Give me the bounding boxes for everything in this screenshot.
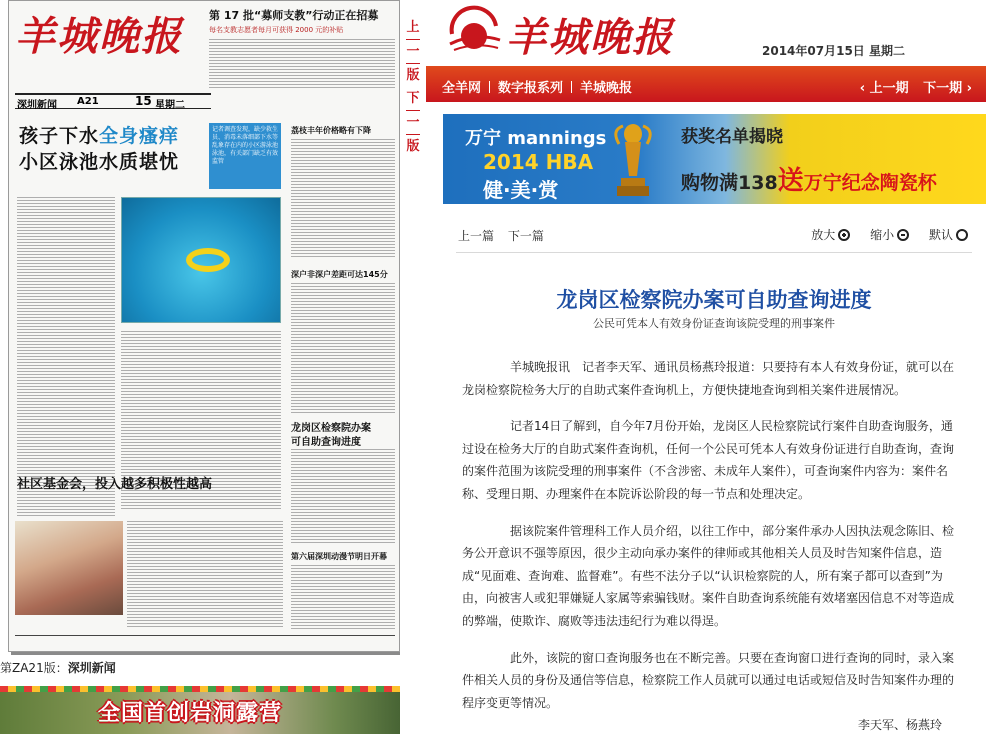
article-author: 李天军、杨燕玲	[858, 718, 943, 732]
thumb-side-headline-3b[interactable]: 可自助查询进度	[291, 437, 361, 448]
thumb-blue-box: 记者调查发现，缺少救生员、消毒未落细部下水等乱象存在内的小区游泳池泳池，有关部门缺乏有效监管	[209, 123, 281, 189]
next-page-char: 一	[406, 115, 420, 130]
zoom-in-button[interactable]	[811, 226, 850, 243]
thumb-text-block	[127, 521, 283, 629]
next-issue-link[interactable]: 下一期 ›	[923, 81, 972, 96]
thumb-weekday: 星期二	[155, 100, 185, 111]
nav-item-yangcheng[interactable]: 羊城晚报	[580, 81, 633, 96]
ad-buy-text	[681, 160, 937, 197]
divider	[406, 110, 420, 111]
thumb-text-block	[291, 565, 395, 629]
main-navbar	[426, 66, 986, 102]
article-paragraph: 羊城晚报讯 记者李天军、通讯员杨燕玲报道：只要持有本人有效身份证，就可以在龙岗检察院检务大厅的自助式案件查询机上，方便快捷地查询到相关案件进展情况。	[462, 360, 955, 397]
bottom-ad-banner[interactable]	[0, 686, 418, 734]
prev-page-char: 一	[406, 44, 420, 59]
page-nav	[403, 18, 423, 158]
bottom-ad-text: 全国首创岩洞露营	[98, 701, 283, 726]
thumb-community-photo	[15, 521, 123, 615]
thumb-text-block	[209, 39, 395, 89]
ad-brand: 万宁 mannings	[465, 128, 607, 149]
page-caption	[0, 659, 116, 676]
thumb-section-bar	[15, 93, 211, 109]
nav-item-digital-series[interactable]: 数字报系列	[498, 81, 564, 96]
zoom-out-label: 缩小	[870, 228, 895, 242]
article-title: 龙岗区检察院办案可自助查询进度	[556, 288, 872, 312]
thumb-side-headline-1[interactable]: 荔枝丰年价格略有下降	[291, 126, 371, 135]
thumb-day-no: 15	[135, 94, 152, 108]
site-header	[426, 0, 986, 64]
article-paragraph: 此外，该院的窗口查询服务也在不断完善。只要在查询窗口进行查询的同时，录入案件相关人员的身份及通信等信息，检察院工作人员就可以通过电话或短信及时告知案件办理的程序变更等情况。	[462, 650, 955, 710]
zoom-out-icon	[897, 229, 909, 241]
divider	[456, 252, 972, 253]
article-subtitle: 公民可凭本人有效身份证查询该院受理的刑事案件	[593, 317, 835, 330]
zoom-default-label: 默认	[928, 228, 953, 242]
zoom-controls	[795, 226, 968, 243]
issue-date: 2014年07月15日 星期二	[762, 44, 905, 58]
ad-buy-send: 送	[777, 166, 804, 196]
prev-page-char: 版	[406, 68, 420, 83]
ad-beauty: 健·美·赏	[483, 178, 559, 202]
sun-logo-icon	[446, 4, 502, 56]
next-page-char: 版	[406, 139, 420, 154]
nav-divider	[489, 81, 490, 93]
site-logo[interactable]	[446, 0, 686, 60]
site-logo-text: 羊城晚报	[506, 14, 674, 61]
thumb-lead-plain: 孩子下水	[19, 125, 100, 147]
thumb-swim-ring	[186, 248, 230, 272]
thumb-page-no: A21	[77, 96, 99, 107]
next-page-char: 下	[406, 91, 420, 106]
zoom-in-icon	[838, 229, 850, 241]
thumb-lead-headline[interactable]	[19, 121, 179, 148]
thumb-footer-line	[15, 635, 395, 645]
mannings-ad-banner[interactable]	[443, 114, 986, 204]
ad-hba: 2014 HBA	[483, 150, 594, 174]
thumb-text-block	[291, 449, 395, 545]
article-toolbar	[456, 224, 972, 248]
caption-section: 深圳新闻	[67, 661, 116, 675]
thumb-side-headline-2[interactable]: 深户非深户差距可达145分	[291, 270, 388, 279]
thumb-side-headline-3a[interactable]: 龙岗区检察院办案	[291, 423, 371, 434]
newspaper-page-thumbnail[interactable]	[8, 0, 400, 652]
thumb-lead-blue: 全身瘙痒	[99, 125, 180, 147]
ad-prize-text: 获奖名单揭晓	[681, 127, 783, 147]
thumb-top-headline[interactable]: 第 17 批“募师支教”行动正在招募	[209, 9, 379, 22]
article-body	[462, 356, 960, 728]
next-page-link[interactable]	[403, 89, 423, 156]
thumb-side-headline-4[interactable]: 第六届深圳动漫节明日开幕	[291, 552, 387, 561]
nav-item-quanyangwang[interactable]: 全羊网	[442, 81, 482, 96]
next-article-link[interactable]: 下一篇	[507, 229, 544, 243]
thumb-text-block	[291, 283, 395, 413]
nav-divider	[571, 81, 572, 93]
thumb-masthead: 羊城晚报	[15, 13, 183, 60]
prev-page-char: 上	[406, 20, 420, 35]
thumb-community-headline[interactable]: 社区基金会，投入越多积极性越高	[17, 477, 213, 492]
article-paragraph: 据该院案件管理科工作人员介绍，以往工作中，部分案件承办人因执法观念陈旧、检务公开意识不强等原因，很少主动向承办案件的律师或其他相关人员及时告知案件信息，造成“见面难、查询难、监督难”。有些不法分子以“认识检察院的人，所有案子都可以查到”为由，向被害人或犯罪嫌疑人家属等索骗钱财。案件自助查询系统能有效堵塞因信息不对等造成的弊端，使欺诈、腐败等违法违纪行为难以得逞。	[462, 523, 955, 628]
thumb-section: 深圳新闻	[17, 100, 57, 111]
article-paragraph: 记者14日了解到，自今年7月份开始，龙岗区人民检察院试行案件自助查询服务，通过设在检务大厅的自助式案件查询机，任何一个公民可凭本人有效身份证进行自助查询，查询的案件范围为该院受理的刑事案件（不含涉密、未成年人案件），可查询案件内容为：案件名称、受理日期、办理案件在本院诉讼阶段的每一节点和处理决定。	[462, 419, 955, 501]
zoom-in-label: 放大	[811, 228, 836, 242]
zoom-out-button[interactable]	[870, 226, 909, 243]
ad-buy-pre: 购物满138	[681, 172, 778, 194]
thumb-text-block	[291, 139, 395, 259]
prev-page-link[interactable]	[403, 18, 423, 85]
divider	[406, 39, 420, 40]
thumb-text-block	[17, 197, 115, 517]
thumb-top-subline: 每名支教志愿者每月可获得 2000 元的补贴	[209, 26, 344, 34]
zoom-default-button[interactable]	[929, 226, 968, 243]
ad-decoration	[0, 686, 418, 692]
caption-prefix: 第ZA21版：	[0, 661, 68, 675]
article-pager	[458, 227, 554, 244]
divider	[406, 134, 420, 135]
thumb-pool-photo	[121, 197, 281, 323]
nav-links	[442, 77, 632, 96]
issue-nav	[850, 77, 972, 96]
thumb-lead-headline-2[interactable]: 小区泳池水质堪忧	[19, 151, 180, 173]
ad-buy-gift: 万宁纪念陶瓷杯	[803, 172, 937, 194]
prev-article-link[interactable]: 上一篇	[458, 229, 495, 243]
trophy-icon	[611, 120, 655, 200]
prev-issue-link[interactable]: ‹ 上一期	[859, 81, 909, 96]
divider	[406, 63, 420, 64]
zoom-default-icon	[956, 229, 968, 241]
